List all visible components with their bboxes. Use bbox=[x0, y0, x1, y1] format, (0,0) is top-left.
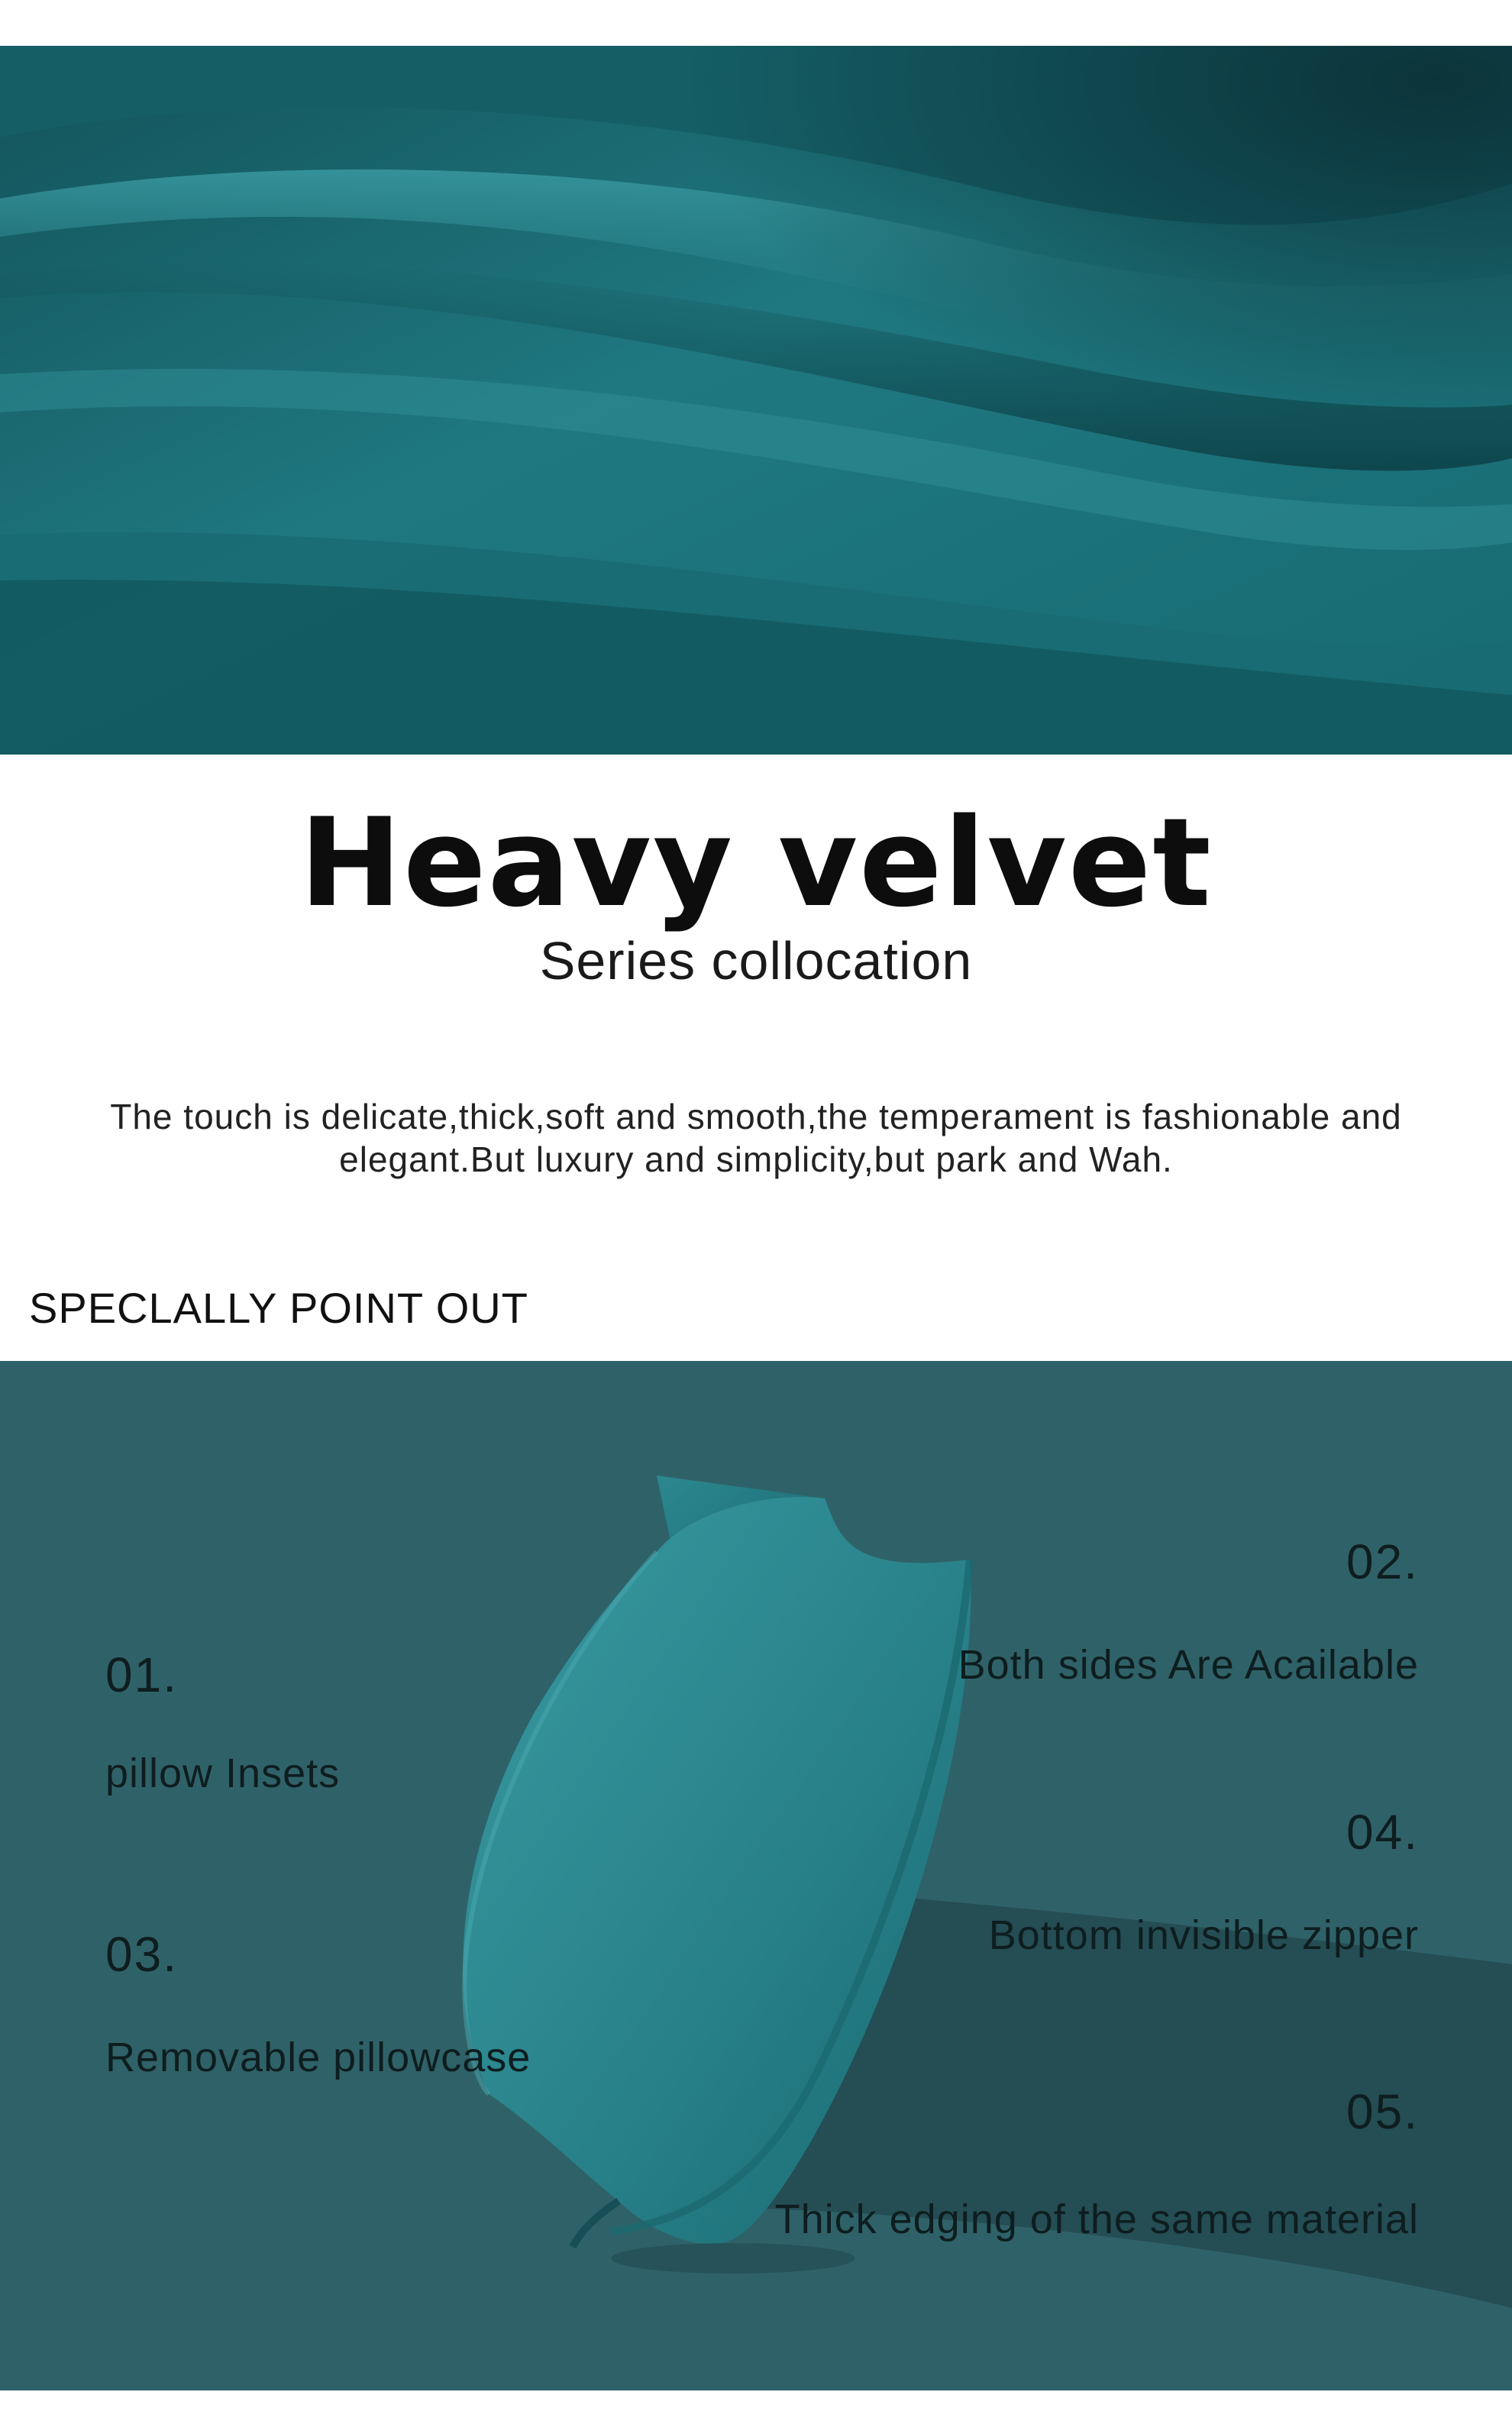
velvet-fabric-image bbox=[0, 46, 1512, 755]
feature-label: pillow Insets bbox=[105, 1750, 341, 1796]
feature-number: 02. bbox=[1346, 1534, 1419, 1589]
feature-label: Bottom invisible zipper bbox=[988, 1912, 1419, 1958]
page-subtitle: Series collocation bbox=[539, 931, 973, 991]
feature-number: 01. bbox=[105, 1647, 178, 1702]
feature-number: 03. bbox=[105, 1927, 178, 1982]
feature-label: Thick edging of the same material bbox=[774, 2196, 1419, 2242]
feature-label: Both sides Are Acailable bbox=[958, 1642, 1419, 1688]
feature-label: Removable pillowcase bbox=[105, 2035, 531, 2080]
page-title: Heavy velvet bbox=[299, 791, 1213, 934]
feature-number: 05. bbox=[1346, 2084, 1419, 2139]
feature-number: 04. bbox=[1346, 1805, 1419, 1860]
product-description: The touch is delicate,thick,soft and smooth,the temperament is fashionable and elegant.But luxury and simplicity,but park and Wah. bbox=[110, 1097, 1402, 1179]
features-panel bbox=[0, 1361, 1512, 2390]
section-title: SPECLALLY POINT OUT bbox=[29, 1284, 528, 1332]
